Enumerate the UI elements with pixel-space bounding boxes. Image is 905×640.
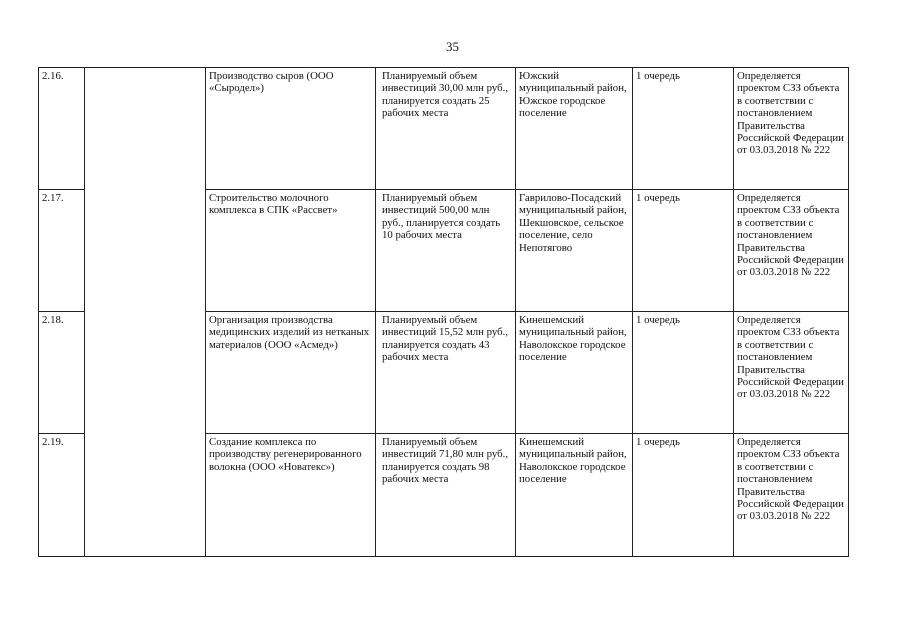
row-number: 2.19. xyxy=(39,434,85,557)
object-name: Строительство молочного комплекса в СПК «Рассвет» xyxy=(206,190,376,312)
stage: 1 очередь xyxy=(633,312,734,434)
investment-info: Планируемый объем инвестиций 500,00 млн руб., планируется создать 10 рабочих места xyxy=(376,190,516,312)
location: Кинешемский муниципальный район, Наволокское городское поселение xyxy=(516,312,633,434)
object-name: Организация производства медицинских изделий из нетканых материалов (ООО «Асмед») xyxy=(206,312,376,434)
location: Гаврилово-Посадский муниципальный район, Шекшовское, сельское поселение, село Непотягово xyxy=(516,190,633,312)
sanitary-zone-note: Определяется проектом СЗЗ объекта в соответствии с постановлением Правительства Российской Федерации от 03.03.2018 № 222 xyxy=(734,68,849,190)
table-row xyxy=(39,68,849,190)
row-number: 2.18. xyxy=(39,312,85,434)
investment-info: Планируемый объем инвестиций 71,80 млн руб., планируется создать 98 рабочих места xyxy=(376,434,516,557)
sanitary-zone-note: Определяется проектом СЗЗ объекта в соответствии с постановлением Правительства Российской Федерации от 03.03.2018 № 222 xyxy=(734,190,849,312)
page-number: 35 xyxy=(446,39,459,54)
location: Кинешемский муниципальный район, Наволокское городское поселение xyxy=(516,434,633,557)
object-name: Создание комплекса по производству регенерированного волокна (ООО «Новатекс») xyxy=(206,434,376,557)
group-cell xyxy=(85,68,206,557)
location: Южский муниципальный район, Южское городское поселение xyxy=(516,68,633,190)
object-name: Производство сыров (ООО «Сыродел») xyxy=(206,68,376,190)
investment-info: Планируемый объем инвестиций 30,00 млн руб., планируется создать 25 рабочих места xyxy=(376,68,516,190)
sanitary-zone-note: Определяется проектом СЗЗ объекта в соответствии с постановлением Правительства Российской Федерации от 03.03.2018 № 222 xyxy=(734,312,849,434)
row-number: 2.17. xyxy=(39,190,85,312)
stage: 1 очередь xyxy=(633,434,734,557)
row-number: 2.16. xyxy=(39,68,85,190)
stage: 1 очередь xyxy=(633,68,734,190)
objects-table xyxy=(38,67,849,557)
sanitary-zone-note: Определяется проектом СЗЗ объекта в соответствии с постановлением Правительства Российской Федерации от 03.03.2018 № 222 xyxy=(734,434,849,557)
investment-info: Планируемый объем инвестиций 15,52 млн руб., планируется создать 43 рабочих места xyxy=(376,312,516,434)
stage: 1 очередь xyxy=(633,190,734,312)
